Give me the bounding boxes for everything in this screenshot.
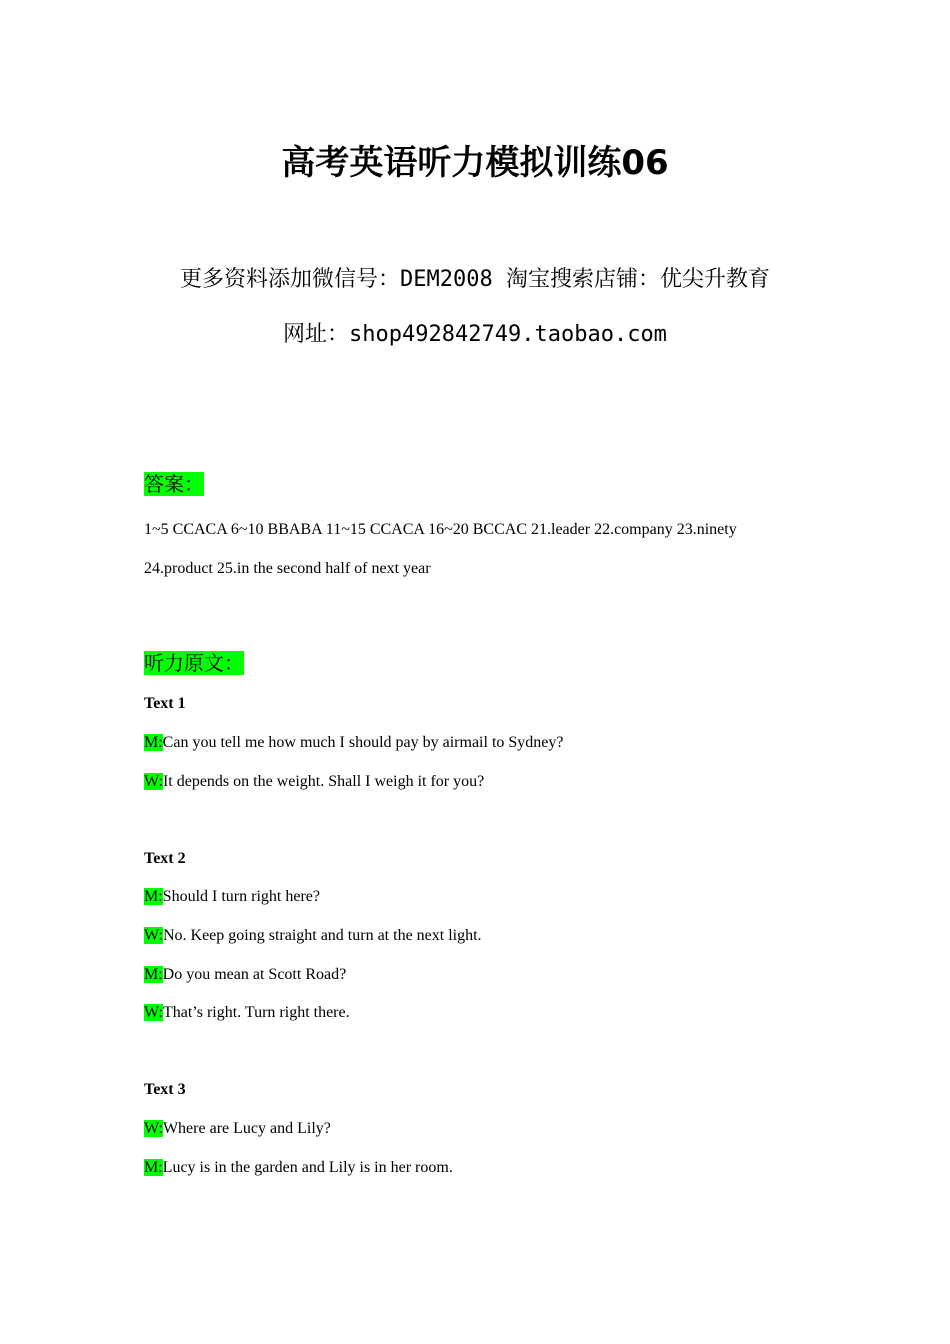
dialogue-text: Can you tell me how much I should pay by airmail to Sydney? [162, 734, 564, 751]
dialogue-line [144, 886, 824, 908]
promo-wechat-line: 更多资料添加微信号：DEM2008 淘宝搜索店铺：优尖升教育 [180, 267, 770, 292]
speaker-tag: W: [144, 773, 163, 790]
answers-heading-text: 答案： [144, 472, 204, 496]
answers-line-2: 24.product 25.in the second half of next year [144, 560, 431, 577]
text-1-label: Text 1 [144, 695, 186, 712]
dialogue-line [144, 925, 824, 947]
speaker-tag: M: [144, 966, 163, 983]
dialogue-line [144, 964, 824, 986]
dialogue-text: That’s right. Turn right there. [162, 1004, 350, 1021]
text-2-label: Text 2 [144, 850, 186, 867]
speaker-tag: M: [144, 734, 163, 751]
answers-line-1: 1~5 CCACA 6~10 BBABA 11~15 CCACA 16~20 BCCAC 21.leader 22.company 23.ninety [144, 521, 737, 538]
text-3-label: Text 3 [144, 1081, 186, 1098]
dialogue-text: Lucy is in the garden and Lily is in her room. [162, 1159, 453, 1176]
speaker-tag: W: [144, 927, 163, 944]
transcript-heading [144, 650, 244, 676]
dialogue-text: No. Keep going straight and turn at the next light. [162, 927, 482, 944]
dialogue-line [144, 771, 824, 793]
page-title: 高考英语听力模拟训练06 [281, 143, 669, 183]
dialogue-line [144, 1002, 824, 1024]
dialogue-text: Do you mean at Scott Road? [162, 966, 347, 983]
answers-heading [144, 471, 204, 497]
promo-website-line: 网址：shop492842749.taobao.com [283, 322, 667, 347]
dialogue-text: Where are Lucy and Lily? [162, 1120, 331, 1137]
speaker-tag: W: [144, 1120, 163, 1137]
dialogue-text: Should I turn right here? [162, 888, 320, 905]
dialogue-text: It depends on the weight. Shall I weigh it for you? [162, 773, 485, 790]
dialogue-line [144, 1157, 824, 1179]
dialogue-line [144, 1118, 824, 1140]
speaker-tag: M: [144, 1159, 163, 1176]
speaker-tag: W: [144, 1004, 163, 1021]
transcript-heading-text: 听力原文： [144, 651, 244, 675]
dialogue-line [144, 732, 824, 754]
speaker-tag: M: [144, 888, 163, 905]
